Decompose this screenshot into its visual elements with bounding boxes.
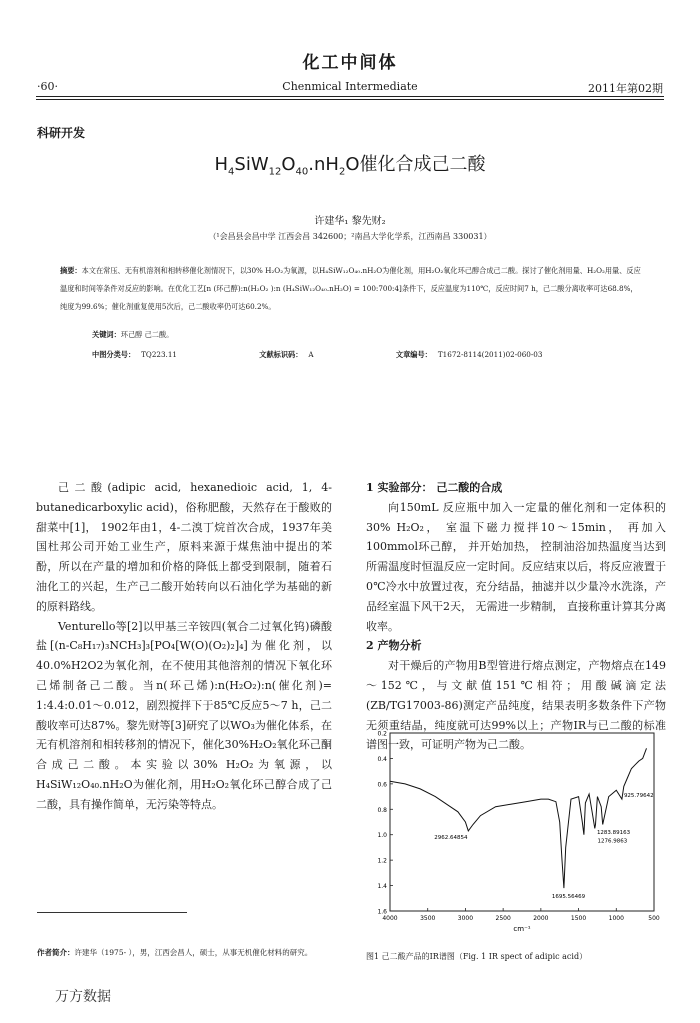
y-tick-label: 1.0 xyxy=(377,832,387,840)
keywords-label: 关键词： xyxy=(92,330,121,339)
footnote-text: 许建华（1975- ），男，江西会昌人，硕士，从事无机催化材料的研究。 xyxy=(74,948,313,957)
journal-title: 化工中间体 xyxy=(302,53,398,73)
peak-label: 1276.9863 xyxy=(597,838,628,845)
series-line xyxy=(390,748,647,888)
peak-label: 1695.56469 xyxy=(551,894,586,901)
section-heading: 1 实验部分： 己二酸的合成 xyxy=(366,481,503,494)
class-value: TQ223.11 xyxy=(141,350,177,359)
abstract-text: 本文在常压、无有机溶剂和相转移催化剂情况下，以30% H₂O₂为氧源，以H₄SiW₁₂O₄₀.nH₂O为催化剂，用H₂O₂氧化环己醇合成己二酸。探讨了催化剂用量、H₂O₂用量、反应温度和时间等条件对反应的影响。在优化工艺[n (环己醇):n(H₂O₂ ):n (H₄SiW₁₂O₄₀.nH₂O) = 100:700:4]条件下，反应温度为110℃，反应时间7 h，己二酸分离收率可达68.8%，纯度为99.6%；催化剂重复使用5次后，己二酸收率仍可达60.2%。 xyxy=(60,266,641,311)
authors: 许建华₁ 黎先财₂ xyxy=(314,216,386,227)
x-tick-label: 4000 xyxy=(382,915,398,922)
x-tick-label: 2500 xyxy=(495,915,511,922)
figure-caption: 图1 己二酸产品的IR谱图（Fig. 1 IR spect of adipic acid） xyxy=(366,952,588,961)
y-tick-label: 0.4 xyxy=(377,755,387,763)
class-label: 中图分类号： xyxy=(92,350,136,359)
y-tick-label: 1.6 xyxy=(377,908,387,916)
right-column xyxy=(366,478,666,755)
x-tick-label: 1000 xyxy=(608,915,624,922)
x-tick-label: 1500 xyxy=(570,915,587,922)
abstract-label: 摘要： xyxy=(60,266,82,275)
section-heading: 2 产物分析 xyxy=(366,639,422,653)
affiliations: （¹会昌县会昌中学 江西会昌 342600；²南昌大学化学系，江西南昌 330031） xyxy=(208,232,492,241)
doc-value: A xyxy=(308,350,314,359)
y-tick-label: 0.8 xyxy=(377,806,387,814)
abstract xyxy=(60,262,642,316)
x-tick-label: 500 xyxy=(648,915,660,922)
peak-label: 2962.64854 xyxy=(434,834,468,841)
ir-spectrum-chart xyxy=(364,723,666,935)
page-number: ·60· xyxy=(37,80,58,93)
footnote xyxy=(37,946,337,959)
x-tick-label: 3500 xyxy=(420,915,436,922)
section-label: 科研开发 xyxy=(37,126,86,140)
header-rule xyxy=(36,96,664,100)
footnote-label: 作者简介： xyxy=(37,948,75,957)
body-paragraph: 向150mL 反应瓶中加入一定量的催化剂和一定体积的30% H₂O₂， 室温下磁力搅拌10～15min， 再加入100mmol环己醇， 并开始加热， 控制油浴加热温度当达到所需温度时恒温反应一定时间。反应结束以后，将反应液置于0℃冷水中放置过夜，充分结晶，抽滤并以少量冷水洗涤，产品经室温下风干2天， 无需进一步精制， 直接称重计算其分离收率。 xyxy=(366,500,666,633)
keywords xyxy=(92,330,173,340)
y-tick-label: 1.2 xyxy=(377,857,387,865)
keywords-value: 环己醇 己二酸。 xyxy=(120,330,174,339)
issue-label: 2011年第02期 xyxy=(588,82,663,95)
x-axis-label: cm⁻¹ xyxy=(513,925,531,933)
doc-label: 文献标识码： xyxy=(259,350,303,359)
body-paragraph: Venturello等[2]以甲基三辛铵四(氧合二过氧化钨)磷酸盐[(n-C₈H₁₇)₃NCH₃]₃[PO₄[W(O)(O₂)₂]₄]为催化剂，以40.0%H2O2为氧化剂，在不使用其他溶剂的情况下氧化环己烯制备己二酸。当n(环己烯):n(H₂O₂):n(催化剂)= 1:4.4:0.01～0.012，剧烈搅拌下于85℃反应5～7 h，己二酸收率可达87%。黎先财等[3]研究了以WO₃为催化体系，在无有机溶剂和相转移剂的情况下，催化30%H₂O₂氧化环己酮合成己二酸。本实验以30% H₂O₂为氧源，以H₄SiW₁₂O₄₀.nH₂O为催化剂，用H₂O₂氧化环己醇合成了己二酸，具有操作简单，无污染等特点。 xyxy=(36,619,332,811)
plot-frame xyxy=(390,733,654,911)
classification-row xyxy=(92,350,632,360)
peak-label: 925.79642 xyxy=(623,793,654,800)
peak-label: 1283.89163 xyxy=(596,829,631,836)
watermark: 万方数据 xyxy=(55,989,111,1005)
paper-title: $H_4SiW_{12}O_{40}.nH_2O$催化合成己二酸 xyxy=(214,154,486,178)
y-tick-label: 0.2 xyxy=(377,730,387,738)
article-id-label: 文章编号： xyxy=(395,350,432,359)
y-tick-label: 0.6 xyxy=(377,781,387,789)
body-paragraph: 己二酸(adipic acid, hexanedioic acid, 1, 4-butanedicarboxylic acid)，俗称肥酸，天然存在于酸败的甜菜中[1]， 1902年由1，4-二溴丁烷首次合成，1937年美国杜邦公司开始工业生产，原料来源于煤焦油中提出的苯酚，所以在产量的增加和价格的降低上都受到限制，随着石油化工的兴起，生产己二酸开始转向以石油化学为基础的新的原料路线。 xyxy=(36,481,332,613)
article-id-value: T1672-8114(2011)02-060-03 xyxy=(437,350,543,359)
body-paragraph: 对干燥后的产物用B型管进行熔点测定，产物熔点在149～152℃，与文献值151℃相符；用酸碱滴定法(ZB/TG17003-86)测定产品纯度，结果表明多数条件下产物无须重结晶，纯度就可达99%以上；产物IR与已二酸的标准谱图一致，可证明产物为己二酸。 xyxy=(366,659,666,752)
footnote-rule xyxy=(37,912,187,913)
x-tick-label: 3000 xyxy=(457,915,474,922)
left-column xyxy=(36,478,332,815)
y-tick-label: 1.4 xyxy=(377,883,387,891)
x-tick-label: 2000 xyxy=(533,915,549,922)
journal-english-title: Chenmical Intermediate xyxy=(282,80,418,93)
